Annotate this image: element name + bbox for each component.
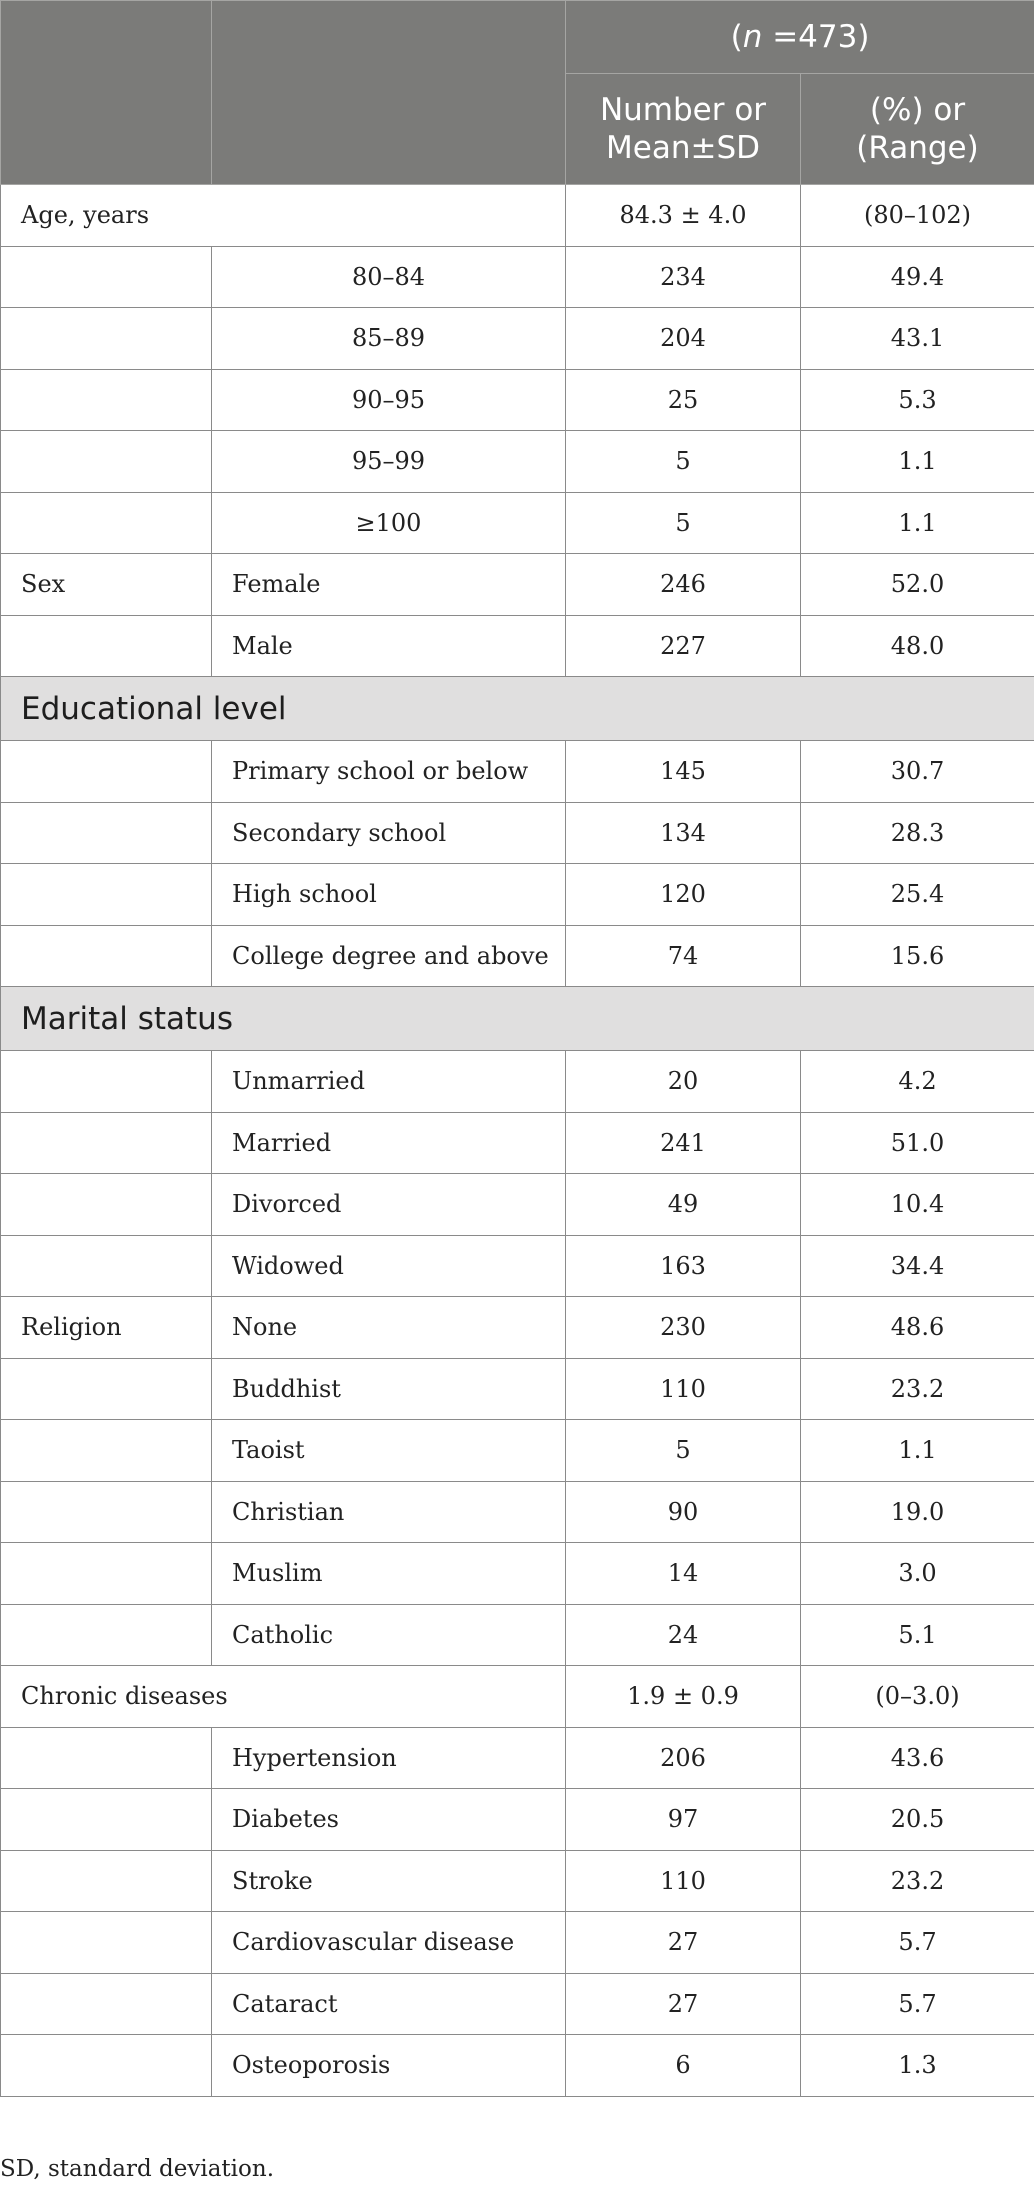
percent-cell: 30.7 — [801, 741, 1034, 803]
percent-cell: 5.7 — [801, 1973, 1034, 2035]
group-label-empty — [1, 431, 212, 493]
value-cell: 234 — [566, 246, 801, 308]
row-label: Married — [212, 1112, 566, 1174]
table-row — [1, 246, 1034, 308]
table-row — [1, 802, 1034, 864]
group-label-empty — [1, 1850, 212, 1912]
value-cell: 25 — [566, 369, 801, 431]
section-title: Educational level — [1, 677, 1034, 741]
value-cell: 163 — [566, 1235, 801, 1297]
table-row — [1, 1358, 1034, 1420]
row-label: Unmarried — [212, 1051, 566, 1113]
value-cell: 110 — [566, 1850, 801, 1912]
percent-cell: 1.1 — [801, 431, 1034, 493]
section-header-row — [1, 987, 1034, 1051]
percent-cell: 1.1 — [801, 1420, 1034, 1482]
percent-cell: 19.0 — [801, 1481, 1034, 1543]
value-cell: 5 — [566, 1420, 801, 1482]
table-row — [1, 864, 1034, 926]
table-row — [1, 1235, 1034, 1297]
value-cell: 90 — [566, 1481, 801, 1543]
table-row — [1, 1850, 1034, 1912]
row-label: Buddhist — [212, 1358, 566, 1420]
percent-cell: 48.0 — [801, 615, 1034, 677]
percent-cell: 23.2 — [801, 1850, 1034, 1912]
value-cell: 246 — [566, 554, 801, 616]
table-row — [1, 369, 1034, 431]
percent-header-line2: (Range) — [856, 130, 979, 166]
table-row — [1, 431, 1034, 493]
percent-cell: 23.2 — [801, 1358, 1034, 1420]
group-label-empty — [1, 2035, 212, 2097]
row-label: Hypertension — [212, 1727, 566, 1789]
percent-cell: 25.4 — [801, 864, 1034, 926]
table-row — [1, 1789, 1034, 1851]
table-footnote: SD, standard deviation. — [0, 2156, 275, 2182]
value-cell: 84.3 ± 4.0 — [566, 185, 801, 247]
value-cell: 5 — [566, 431, 801, 493]
table-row — [1, 1051, 1034, 1113]
percent-cell: (0–3.0) — [801, 1666, 1034, 1728]
row-label: Osteoporosis — [212, 2035, 566, 2097]
value-cell: 97 — [566, 1789, 801, 1851]
group-label-empty — [1, 1789, 212, 1851]
group-label-empty — [1, 1481, 212, 1543]
group-label-empty — [1, 1358, 212, 1420]
value-cell: 227 — [566, 615, 801, 677]
group-label-empty — [1, 1604, 212, 1666]
table-row — [1, 492, 1034, 554]
group-label-empty — [1, 925, 212, 987]
row-label: Widowed — [212, 1235, 566, 1297]
row-label: 95–99 — [212, 431, 566, 493]
table-row — [1, 2035, 1034, 2097]
group-label-empty — [1, 615, 212, 677]
value-cell: 204 — [566, 308, 801, 370]
value-cell: 145 — [566, 741, 801, 803]
row-label: Secondary school — [212, 802, 566, 864]
percent-cell: 5.7 — [801, 1912, 1034, 1974]
percent-cell: 28.3 — [801, 802, 1034, 864]
percent-cell: 48.6 — [801, 1297, 1034, 1359]
value-cell: 1.9 ± 0.9 — [566, 1666, 801, 1728]
table-row — [1, 1112, 1034, 1174]
percent-cell: 34.4 — [801, 1235, 1034, 1297]
n-prefix: ( — [730, 19, 743, 55]
group-label-empty — [1, 246, 212, 308]
group-label-empty — [1, 492, 212, 554]
table-row — [1, 1481, 1034, 1543]
section-header-row — [1, 677, 1034, 741]
value-cell: 24 — [566, 1604, 801, 1666]
table-row — [1, 925, 1034, 987]
row-label: 85–89 — [212, 308, 566, 370]
value-cell: 27 — [566, 1912, 801, 1974]
group-label: Sex — [1, 554, 212, 616]
row-label: Christian — [212, 1481, 566, 1543]
percent-cell: 52.0 — [801, 554, 1034, 616]
row-label: Chronic diseases — [1, 1666, 566, 1728]
value-cell: 14 — [566, 1543, 801, 1605]
group-label-empty — [1, 1973, 212, 2035]
group-label: Religion — [1, 1297, 212, 1359]
group-label-empty — [1, 1112, 212, 1174]
percent-cell: 5.1 — [801, 1604, 1034, 1666]
percent-cell: 5.3 — [801, 369, 1034, 431]
value-cell: 6 — [566, 2035, 801, 2097]
percent-cell: 4.2 — [801, 1051, 1034, 1113]
group-label-empty — [1, 1235, 212, 1297]
table-row — [1, 1912, 1034, 1974]
percent-cell: 43.6 — [801, 1727, 1034, 1789]
value-cell: 206 — [566, 1727, 801, 1789]
n-suffix: =473) — [762, 19, 870, 55]
table-row — [1, 1543, 1034, 1605]
value-cell: 20 — [566, 1051, 801, 1113]
value-cell: 110 — [566, 1358, 801, 1420]
row-label: Diabetes — [212, 1789, 566, 1851]
group-label-empty — [1, 1051, 212, 1113]
percent-cell: 20.5 — [801, 1789, 1034, 1851]
percent-cell: 3.0 — [801, 1543, 1034, 1605]
percent-column-header — [801, 74, 1034, 185]
header-blank-2 — [212, 1, 566, 185]
row-label: Primary school or below — [212, 741, 566, 803]
table-row — [1, 615, 1034, 677]
table-row — [1, 1297, 1034, 1359]
value-cell: 134 — [566, 802, 801, 864]
percent-cell: 51.0 — [801, 1112, 1034, 1174]
group-label-empty — [1, 369, 212, 431]
percent-header-line1: (%) or — [869, 92, 966, 128]
table-row — [1, 554, 1034, 616]
value-cell: 49 — [566, 1174, 801, 1236]
row-label: None — [212, 1297, 566, 1359]
percent-cell: (80–102) — [801, 185, 1034, 247]
table-row — [1, 1174, 1034, 1236]
row-label: Divorced — [212, 1174, 566, 1236]
header-blank-1 — [1, 1, 212, 185]
row-label: Age, years — [1, 185, 566, 247]
row-label: Muslim — [212, 1543, 566, 1605]
row-label: Catholic — [212, 1604, 566, 1666]
percent-cell: 43.1 — [801, 308, 1034, 370]
section-title: Marital status — [1, 987, 1034, 1051]
table-row — [1, 1420, 1034, 1482]
row-label: Stroke — [212, 1850, 566, 1912]
percent-cell: 10.4 — [801, 1174, 1034, 1236]
n-symbol: n — [742, 19, 763, 55]
table-row — [1, 185, 1034, 247]
group-label-empty — [1, 1543, 212, 1605]
row-label: ≥100 — [212, 492, 566, 554]
table-row — [1, 1727, 1034, 1789]
value-header-line2: Mean±SD — [606, 130, 760, 166]
group-label-empty — [1, 741, 212, 803]
percent-cell: 1.1 — [801, 492, 1034, 554]
sample-size-header — [566, 1, 1034, 74]
row-label: Cataract — [212, 1973, 566, 2035]
table-row — [1, 1973, 1034, 2035]
row-label: 80–84 — [212, 246, 566, 308]
group-label-empty — [1, 308, 212, 370]
percent-cell: 49.4 — [801, 246, 1034, 308]
row-label: Taoist — [212, 1420, 566, 1482]
row-label: High school — [212, 864, 566, 926]
group-label-empty — [1, 802, 212, 864]
group-label-empty — [1, 864, 212, 926]
table-row — [1, 1666, 1034, 1728]
table-body — [1, 185, 1034, 2097]
row-label: College degree and above — [212, 925, 566, 987]
value-cell: 120 — [566, 864, 801, 926]
group-label-empty — [1, 1420, 212, 1482]
value-cell: 5 — [566, 492, 801, 554]
table-row — [1, 741, 1034, 803]
table-row — [1, 308, 1034, 370]
value-cell: 27 — [566, 1973, 801, 2035]
table-row — [1, 1604, 1034, 1666]
table-header — [1, 1, 1034, 185]
row-label: Male — [212, 615, 566, 677]
row-label: 90–95 — [212, 369, 566, 431]
group-label-empty — [1, 1727, 212, 1789]
group-label-empty — [1, 1174, 212, 1236]
row-label: Female — [212, 554, 566, 616]
value-column-header — [566, 74, 801, 185]
value-cell: 230 — [566, 1297, 801, 1359]
percent-cell: 15.6 — [801, 925, 1034, 987]
value-header-line1: Number or — [599, 92, 767, 128]
percent-cell: 1.3 — [801, 2035, 1034, 2097]
value-cell: 241 — [566, 1112, 801, 1174]
value-cell: 74 — [566, 925, 801, 987]
group-label-empty — [1, 1912, 212, 1974]
row-label: Cardiovascular disease — [212, 1912, 566, 1974]
